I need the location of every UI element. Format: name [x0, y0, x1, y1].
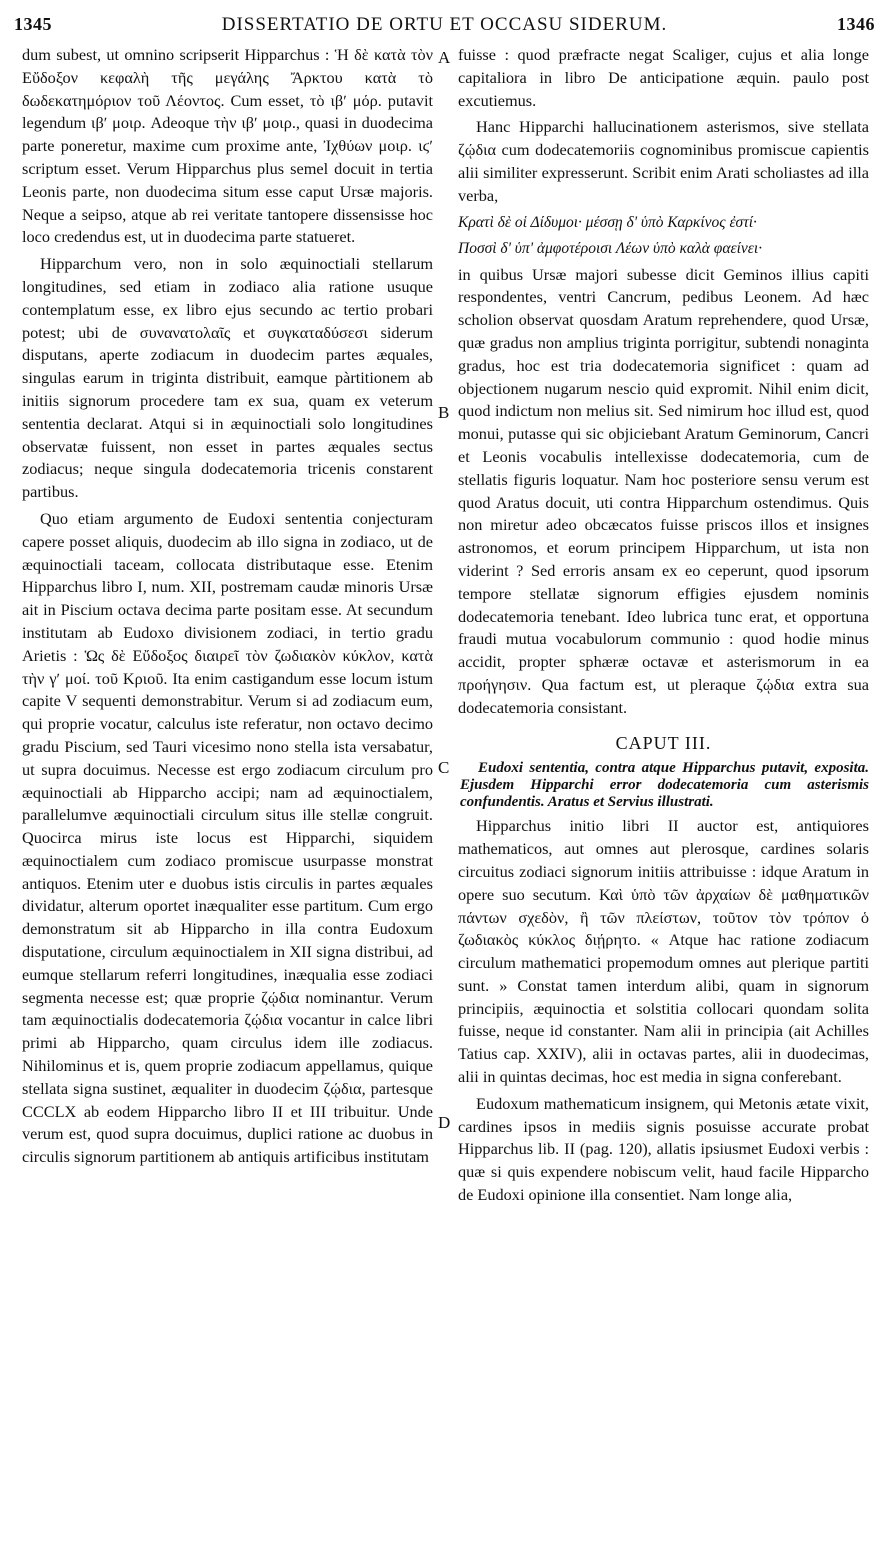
right-column: [458, 44, 869, 1211]
chapter-summary: Eudoxi sententia, contra atque Hipparchus putavit, exposita. Ejusdem Hipparchi error dodecatemoria cum asterismis confundentis. Aratus et Servius illustrati.: [460, 760, 869, 811]
page-number-right: 1346: [836, 14, 875, 34]
paragraph: Eudoxum mathematicum insignem, qui Metonis ætate vixit, cardines ipsos in mediis signis posuisse accurate probat Hipparchus lib. II (pag. 120), allatis ipsiusmet Eudoxi verbis : quæ si quis expendere nobiscum velit, haud facile Hipparcho de Eudoxi opinione illa consentiet. Nam longe alia,: [458, 1093, 869, 1205]
margin-letter-c: C: [438, 758, 450, 777]
paragraph: Hipparchum vero, non in solo æquinoctiali stellarum longitudines, sed etiam in zodiaco alia ratione usuque contemplatum esse, ex libro ejus secundo ac tertio probari potest; ubi de συνανατολαῖς et συγκαταδύσεσι siderum disputans, aperte zodiacum in duodecim partes æquales, singulas earum in triginta distribuit, eamque pàrtitionem ab initiis signorum procedere tam ex sua, quam ex veterum sententia declarat. Atqui si in æquinoctiali solo longitudines observatæ fuissent, non esset in partes æquales sectus zodiacus; neque singula dodecatemoria tricenis constarent partibus.: [22, 254, 433, 502]
paragraph: fuisse : quod præfracte negat Scaliger, cujus et alia longe capitaliora in libro De anticipatione æquin. paulo post excutiemus.: [458, 45, 869, 110]
margin-letter-a: A: [438, 48, 451, 67]
running-title: DISSERTATIO DE ORTU ET OCCASU SIDERUM.: [221, 14, 668, 35]
chapter-heading: CAPUT III.: [615, 732, 712, 753]
paragraph: Hipparchus initio libri II auctor est, antiquiores mathematicos, aut omnes aut plerosque, cardines solaris circuitus zodiaci signorum initiis attribuisse : idque Aratum in opere suo secutum. Καὶ ὑπὸ τῶν ἀρχαίων δὲ μαθηματικῶν πάντων σχεδὸν, ἢ τῶν πλείστων, τοῦτον τὸν τρόπον ὁ ζωδιακὸς κύκλος διῄρητο. « Atque hac ratione zodiacum circulum mathematici propemodum omnes aut plerique partiti sunt. » Constat tamen interdum alibi, quam in signorum principiis, æquinoctia et solstitia collocari quondam solita fuisse, neque id constanter. Nam alii in principia (ait Achilles Tatius cap. XXIV), alii in octavas partes, alii in duodecimas, alii in quintas decimas, hoc est media in signa conferebant.: [458, 816, 869, 1087]
margin-letter-b: B: [438, 403, 450, 422]
page-number-left: 1345: [14, 14, 52, 34]
paragraph: Hanc Hipparchi hallucinationem asterismos, sive stellata ζῴδια cum dodecatemoriis cognominibus promiscue capientis alii similiter expresserunt. Scribit enim Arati scholiastes ad illa verba,: [458, 117, 869, 205]
paragraph: dum subest, ut omnino scripserit Hipparchus : Ἡ δὲ κατὰ τὸν Εὔδοξον κεφαλὴ τῆς μεγάλης Ἄρκτου κατὰ τὸ δωδεκατημόριον τοῦ Λέοντος. Cum esset, τὸ ιβʹ μόρ. putavit legendum ιβʹ μοιρ. Adeoque τὴν ιβʹ μοιρ., quasi in duodecima parte poneretur, maxime cum proxime ante, Ἰχθύων μοιρ. ιϛʹ scriptum esset. Verum Hipparchus plus semel docuit in tertia Leonis parte, non duodecima situm esse caput Ursæ majoris. Neque a seipso, atque ab rei veritate tantopere dissensisse hoc loco credendus est, ut in duodecima parte statueret.: [22, 45, 433, 247]
verse-line: Ποσσὶ δ' ὑπ' ἀμφοτέροισι Λέων ὑπὸ καλὰ φαείνει·: [458, 239, 763, 257]
left-column: [22, 44, 433, 1173]
verse-line: Κρατὶ δὲ οἱ Δίδυμοι· μέσσῃ δ' ὑπὸ Καρκίνος ἐστί·: [458, 213, 757, 231]
page-header: [14, 14, 875, 40]
paragraph: in quibus Ursæ majori subesse dicit Geminos illius capiti respondentes, ventri Cancrum, pedibus Leonem. Ad hæc scholion observat quosdam Aratum reprehendere, quod Ursæ, quæ gradus non amplius triginta porrigitur, subtendi nonaginta gradus, hoc est tria dodecatemoria significet : quam ad objectionem nugarum nescio quid expromit. Nihil enim dicit, quod indictum non melius sit. Sed nimirum hoc illud est, quod monui, putasse qui sic objiciebant Aratum Geminorum, Cancri et Leonis vocabulis intellexisse dodecatemoria, cum de stellatis figuris loquatur. Nam hoc posteriore sensu verum est quod Aratus docuit, uti contra Hipparchum ostendimus. Quis non miretur adeo obcæcatos fuisse priscos illos et insignes astronomos, et eorum principem Hipparchum, ut ista non viderint ? Sed erroris ansam ex eo ceperunt, quod ipsorum tempore stellatæ signorum effigies ejusdem nominis dodecatemoria tenebant. Ideo lubrica tunc erat, et opportuna fraudi mutua vocabulorum communio : quod hodie minus accidit, propter sphæræ octavæ et asterismorum in ea προήγησιν. Qua factum est, ut pleraque ζῴδια extra sua dodecatemoria consistant.: [458, 264, 869, 717]
margin-letter-d: D: [438, 1113, 451, 1132]
paragraph: Quo etiam argumento de Eudoxi sententia conjecturam capere posset aliquis, duodecim ab illo signa in zodiaco, ut de æquinoctiali taceam, collocata distributaque esse. Etenim Hipparchus libro I, num. XII, postremam caudæ minoris Ursæ ait in Piscium octava decima parte positam esse. At secundum institutam ab Eudoxo divisionem zodiaci, in tertio gradu Arietis : Ὡς δὲ Εὔδοξος διαιρεῖ τὸν ζωδιακὸν κύκλον, κατὰ τὴν γʹ μοί. τοῦ Κριοῦ. Ita enim castigandum esse locum istum capite V sequenti demonstrabitur. Verum si ad zodiacum eum, qui proprie vocatur, calculus iste referatur, non octavo decimo gradu Piscium, sed Tauri vicesimo nono stella ista versabatur, ut supra docuimus. Necesse est ergo zodiacum circulum pro æquinoctiali ab Hipparcho accipi; nam ad æquinoctialem, parallelumve æquinoctiali circulum situs ille stellæ congruit. Quocirca mirus iste locus est Hipparchi, siquidem æquinoctialem cum zodiaco promiscue usurpasse monstrat antiquos. Etenim uter e duobus istis circulis in partes æquales dividatur, alterum oportet inæqualiter esse partitum. Cum ergo demonstratum sit ab Hipparcho in illa contra Eudoxum disputatione, circulum æquinoctialem in XII signa distribui, ad eumque stellarum referri longitudines, inæqualia esse zodiaci segmenta necesse est; quæ proprie ζῴδια nominantur. Verum tam æquinoctialis dodecatemoria ζῴδια vocantur in calce libri primi ab Hipparcho, quam circulus idem ille zodiacus. Nihilominus et is, quem proprie zodiacum appellamus, quique stellata signa sustinet, æqualiter in duodecim ζῴδια, partesque CCCLX ab eodem Hipparcho libro II et III tribuitur. Unde verum est, quod supra docuimus, duplici ratione ac duobus in circulis signorum partitionem ab antiquis artificibus institutam: [22, 508, 433, 1167]
